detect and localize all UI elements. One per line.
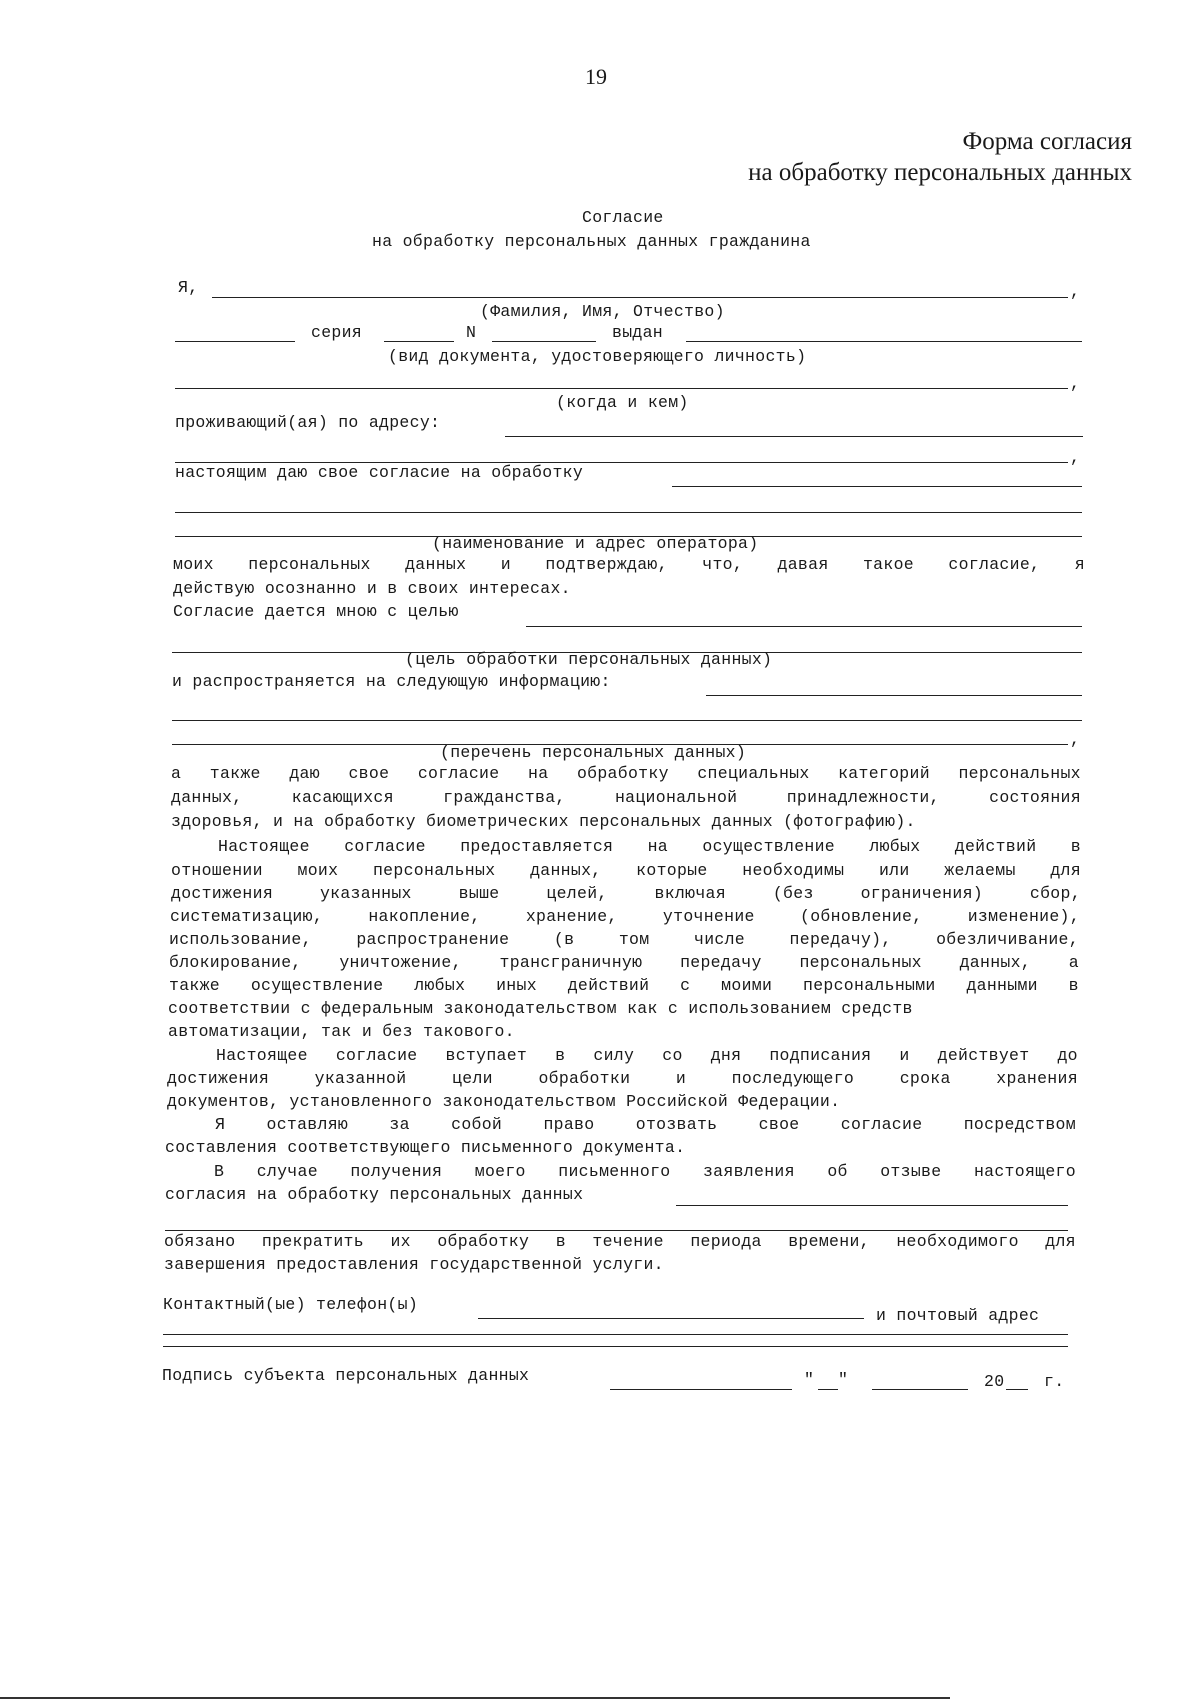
p3-line5: использование, распространение (в том числе передачу), обезличивание, [169,930,1079,949]
comma: , [1070,282,1081,301]
purpose-field-line[interactable] [526,626,1082,627]
doc-hint: (вид документа, удостоверяющего личность) [388,347,807,366]
form-heading-line1: Форма согласия [962,128,1132,155]
month-field-line[interactable] [872,1389,968,1390]
info-field-line[interactable] [706,695,1082,696]
scan-edge-line [0,1697,950,1699]
comma: , [1070,448,1081,467]
document-title: Согласие [582,208,664,227]
form-heading-line2: на обработку персональных данных [748,159,1132,186]
year-suffix: г. [1044,1372,1065,1391]
p1-line1: моих персональных данных и подтверждаю, что, давая такое согласие, я [173,555,1085,574]
signature-label: Подпись субъекта персональных данных [162,1366,530,1385]
label-ya: Я, [178,278,199,297]
p3-line2: отношении моих персональных данных, которые необходимы или желаемы для [171,861,1081,880]
info-label: и распространяется на следующую информацию: [172,672,611,691]
p4-line1: Настоящее согласие вступает в силу со дня подписания и действует до [216,1046,1078,1065]
p2-line1: а также даю свое согласие на обработку специальных категорий персональных [171,764,1081,783]
year-field-line[interactable] [1006,1389,1028,1390]
purpose-hint: (цель обработки персональных данных) [405,650,773,669]
address-label: проживающий(ая) по адресу: [175,413,441,432]
label-vydan: выдан [612,323,664,342]
doc-type-line[interactable] [175,341,295,342]
label-number: N [466,323,477,342]
operator-hint: (наименование и адрес оператора) [432,534,759,553]
p3-line6: блокирование, уничтожение, трансграничную передачу персональных данных, а [169,953,1079,972]
p3-line4: систематизацию, накопление, хранение, уточнение (обновление, изменение), [170,907,1080,926]
list-hint: (перечень персональных данных) [440,743,747,762]
p5-line2: составления соответствующего письменного документа. [165,1138,686,1157]
document-subtitle: на обработку персональных данных гражданина [372,232,811,251]
fio-hint: (Фамилия, Имя, Отчество) [480,302,725,321]
year-prefix: 20 [984,1372,1005,1391]
day-quote-close: " [838,1370,849,1389]
operator-name-field-line[interactable] [676,1205,1068,1206]
consent-label: настоящим даю свое согласие на обработку [175,463,584,482]
paragraph-line [0,555,1200,579]
phone-field-line[interactable] [478,1318,864,1319]
postal-label: и почтовый адрес [876,1306,1040,1325]
p5-line1: Я оставляю за собой право отозвать свое согласие посредством [215,1115,1076,1134]
label-seria: серия [311,323,363,342]
p3-line1: Настоящее согласие предоставляется на осуществление любых действий в [218,837,1081,856]
signature-field-line[interactable] [610,1389,792,1390]
comma: , [1070,374,1081,393]
postal-field-line-2[interactable] [163,1346,1068,1347]
p1-line2: действую осознанно и в своих интересах. [173,579,571,598]
p6-line2: согласия на обработку персональных данных [165,1185,584,1204]
comma: , [1070,730,1081,749]
address-field-line[interactable] [505,436,1083,437]
day-field-line[interactable] [818,1389,838,1390]
phone-label: Контактный(ые) телефон(ы) [163,1295,419,1314]
fio-field-line[interactable] [212,297,1068,298]
issued-field-line[interactable] [686,341,1082,342]
operator-name-field-line-2[interactable] [165,1230,1068,1231]
day-quote-open: " [804,1370,815,1389]
operator-field-line[interactable] [672,486,1082,487]
info-field-line-2[interactable] [172,720,1082,721]
p4-line2: достижения указанной цели обработки и последующего срока хранения [167,1069,1078,1088]
p6-line1: В случае получения моего письменного заявления об отзыве настоящего [214,1162,1076,1181]
seria-field-line[interactable] [384,341,454,342]
p7-line1: обязано прекратить их обработку в течение периода времени, необходимого для [164,1232,1076,1251]
p3-line9: автоматизации, так и без такового. [168,1022,515,1041]
p3-line3: достижения указанных выше целей, включая (без ограничения) сбор, [171,884,1081,903]
number-field-line[interactable] [492,341,596,342]
p2-line2: данных, касающихся гражданства, национальной принадлежности, состояния [171,788,1081,807]
issued-by-field-line[interactable] [175,388,1068,389]
p2-line3: здоровья, и на обработку биометрических персональных данных (фотографию). [171,812,916,831]
postal-field-line[interactable] [163,1334,1068,1335]
p7-line2: завершения предоставления государственной услуги. [164,1255,664,1274]
when-hint: (когда и кем) [556,393,689,412]
p3-line8: соответствии с федеральным законодательством как с использованием средств [168,999,913,1018]
operator-field-line-2[interactable] [175,512,1082,513]
page-number: 19 [585,64,607,89]
p3-line7: также осуществление любых иных действий с моими персональными данными в [169,976,1079,995]
p4-line3: документов, установленного законодательством Российской Федерации. [167,1092,841,1111]
purpose-label: Согласие дается мною с целью [173,602,459,621]
